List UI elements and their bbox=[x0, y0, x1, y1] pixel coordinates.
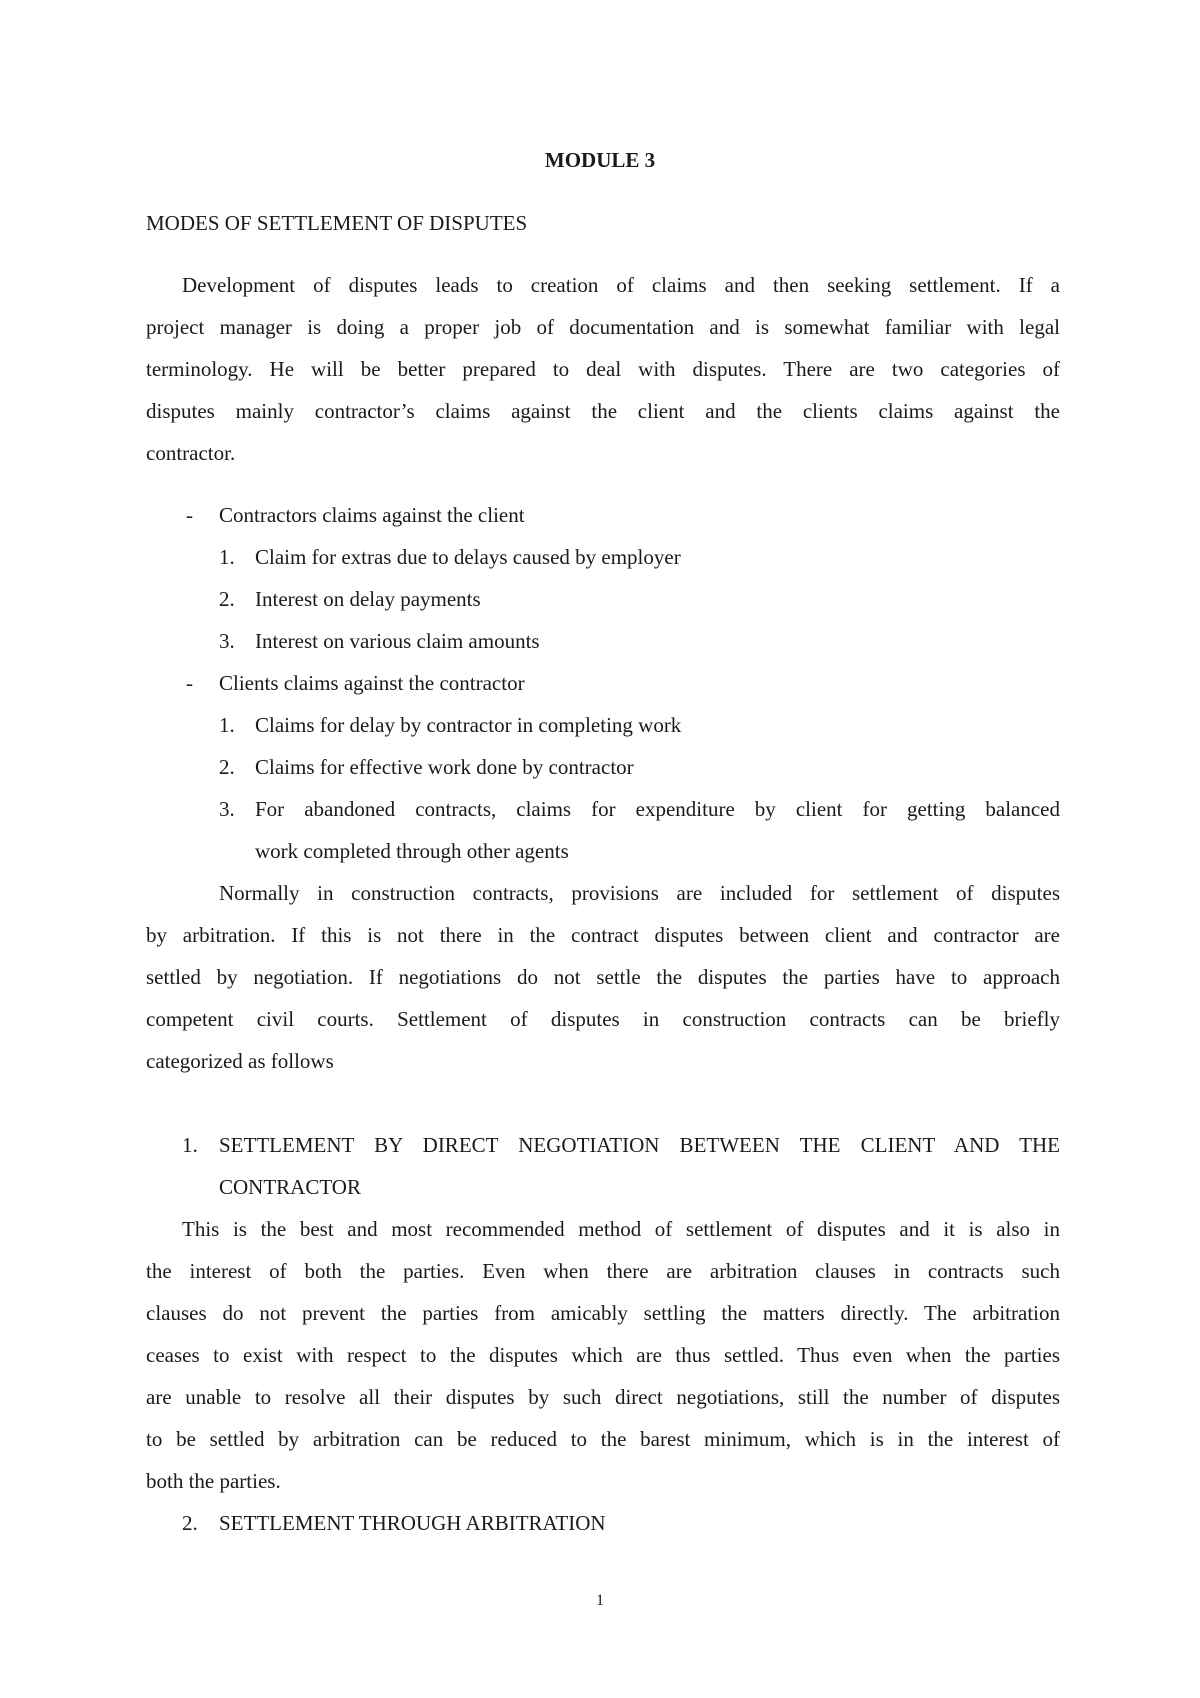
section1-line-5: are unable to resolve all their disputes by such direct negotiations, still the number of disputes bbox=[146, 1385, 1060, 1409]
section1-line-3: clauses do not prevent the parties from amicably settling the matters directly. The arbitration bbox=[146, 1301, 1060, 1325]
section1-line-6: to be settled by arbitration can be reduced to the barest minimum, which is in the interest of bbox=[146, 1427, 1060, 1451]
list-item-continuation: work completed through other agents bbox=[255, 839, 569, 863]
para2-line-2: by arbitration. If this is not there in the contract disputes between client and contractor are bbox=[146, 923, 1060, 947]
list-item-number: 3. bbox=[219, 629, 235, 653]
list-item: Claims for delay by contractor in completing work bbox=[255, 713, 682, 737]
intro-line-2: project manager is doing a proper job of documentation and is somewhat familiar with legal bbox=[146, 315, 1060, 339]
list-dash-marker: - bbox=[186, 671, 193, 695]
list-item: Claim for extras due to delays caused by employer bbox=[255, 545, 681, 569]
para2-line-5: categorized as follows bbox=[146, 1049, 334, 1073]
client-claims-label: Clients claims against the contractor bbox=[219, 671, 525, 695]
section2-heading: SETTLEMENT THROUGH ARBITRATION bbox=[219, 1511, 606, 1535]
section-heading: MODES OF SETTLEMENT OF DISPUTES bbox=[146, 211, 528, 235]
section1-line-7: both the parties. bbox=[146, 1469, 281, 1493]
list-item-number: 3. bbox=[219, 797, 235, 821]
section1-line-1: This is the best and most recommended method of settlement of disputes and it is also in bbox=[182, 1217, 1060, 1241]
list-item-number: 2. bbox=[219, 587, 235, 611]
section-number: 1. bbox=[182, 1133, 198, 1157]
section1-line-2: the interest of both the parties. Even when there are arbitration clauses in contracts such bbox=[146, 1259, 1060, 1283]
list-item: Claims for effective work done by contractor bbox=[255, 755, 634, 779]
intro-line-5: contractor. bbox=[146, 441, 236, 465]
section-number: 2. bbox=[182, 1511, 198, 1535]
list-dash-marker: - bbox=[186, 503, 193, 527]
page-number: 1 bbox=[596, 1592, 604, 1609]
para2-line-1: Normally in construction contracts, provisions are included for settlement of disputes bbox=[219, 881, 1060, 905]
list-item: Interest on delay payments bbox=[255, 587, 481, 611]
list-item-number: 1. bbox=[219, 545, 235, 569]
section1-heading-continuation: CONTRACTOR bbox=[219, 1175, 361, 1199]
contractor-claims-label: Contractors claims against the client bbox=[219, 503, 525, 527]
intro-line-3: terminology. He will be better prepared to deal with disputes. There are two categories of bbox=[146, 357, 1060, 381]
list-item-number: 1. bbox=[219, 713, 235, 737]
list-item: For abandoned contracts, claims for expenditure by client for getting balanced bbox=[255, 797, 1060, 821]
section1-heading: SETTLEMENT BY DIRECT NEGOTIATION BETWEEN THE CLIENT AND THE bbox=[219, 1133, 1060, 1157]
intro-line-1: Development of disputes leads to creation of claims and then seeking settlement. If a bbox=[182, 273, 1060, 297]
section1-line-4: ceases to exist with respect to the disputes which are thus settled. Thus even when the parties bbox=[146, 1343, 1060, 1367]
list-item-number: 2. bbox=[219, 755, 235, 779]
para2-line-3: settled by negotiation. If negotiations do not settle the disputes the parties have to approach bbox=[146, 965, 1060, 989]
list-item: Interest on various claim amounts bbox=[255, 629, 540, 653]
intro-line-4: disputes mainly contractor’s claims against the client and the clients claims against the bbox=[146, 399, 1060, 423]
para2-line-4: competent civil courts. Settlement of disputes in construction contracts can be briefly bbox=[146, 1007, 1060, 1031]
page-title: MODULE 3 bbox=[544, 148, 656, 172]
